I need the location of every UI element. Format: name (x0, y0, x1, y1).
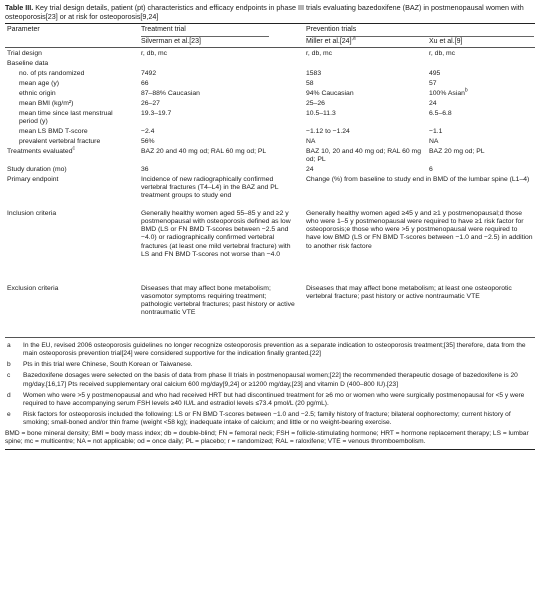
subheader-xu: Xu et al.[9] (429, 38, 463, 46)
table-label: Table III. (5, 3, 34, 12)
table-title (5, 4, 535, 21)
table-row (5, 176, 535, 210)
header-prevention-trials: Prevention trials (306, 26, 357, 34)
cell-xu: NA (429, 138, 439, 146)
row-label: ethnic origin (19, 90, 56, 98)
cell-miller: BAZ 10, 20 and 40 mg od; RAL 60 mg od; PL (306, 148, 421, 164)
row-label: no. of pts randomized (19, 70, 85, 78)
subheader-miller: Miller et $al.[24]^{,a}$ (306, 35, 356, 46)
table-caption: Key trial design details, patient (pt) characteristics and efficacy endpoints in phase III trials evaluating bazedoxifene (BAZ) in postmenopausal women with osteoporosis[23] or at risk for osteoporosis[9,24] (5, 3, 524, 21)
table-page (5, 4, 535, 450)
cell-xu: 6 (429, 166, 433, 174)
cell-miller: 10.5–11.3 (306, 110, 336, 118)
footnote (5, 372, 535, 388)
table-row (5, 100, 535, 110)
footnote-key: b (7, 361, 11, 369)
bottom-rule (5, 449, 535, 450)
cell-treatment: Generally healthy women aged 55–85 y and ≥2 y postmenopausal with osteoporosis defined as low BMD (LS or FN BMD T-scores between −2.5 and −4.0) or radiographically confirmed vertebral fractures (at least one mild vertebral fracture) with LS and FN BMD T-scores not worse than −4.0 (141, 210, 291, 258)
row-label: mean BMI (kg/m²) (19, 100, 74, 108)
cell-xu: 24 (429, 100, 437, 108)
table-row (5, 138, 535, 148)
row-label: mean time since last menstrual period (y) (19, 110, 113, 126)
header-bottom-rule (5, 47, 535, 48)
cell-prevention: Diseases that may affect bone metabolism; at least one osteoporotic vertebral fracture; past history or active nontraumatic VTE (306, 285, 512, 301)
row-label: Primary endpoint (7, 176, 59, 184)
header-parameter: Parameter (7, 26, 40, 34)
cell-treatment: Diseases that may affect bone metabolism; vasomotor symptoms requiring treatment; pathologic vertebral fractures; past history or active nontraumatic VTE (141, 285, 295, 317)
row-label: Inclusion criteria (7, 210, 57, 218)
cell-treatment: −2.4 (141, 128, 155, 136)
footnote-text: Bazedoxifene dosages were selected on the basis of data from phase II trials in postmenopausal women;[22] the recommended therapeutic dosage of bazedoxifene is 20 mg/day.[16,17] Pts received supplementary oral calcium 600 mg/day[9,24] or ≥1200 mg/day,[23] and vitamin D (400–800 IU).[23] (23, 372, 518, 388)
footnote-text: In the EU, revised 2006 osteoporosis guidelines no longer recognize osteoporosis prevention as a separate indication to osteoporosis treatment;[35] therefore, data from the main osteoporosis prevention trial[24] were considered supportive for the indication finally granted.[22] (23, 342, 526, 358)
table-row (5, 80, 535, 90)
row-label: Trial design (7, 50, 42, 58)
cell-treatment: 87–88% Caucasian (141, 90, 200, 98)
table-row (5, 70, 535, 80)
cell-miller: 24 (306, 166, 314, 174)
body-bottom-rule (5, 337, 535, 338)
cell-miller: 25–26 (306, 100, 325, 108)
row-label: mean age (y) (19, 80, 60, 88)
cell-treatment: 56% (141, 138, 155, 146)
cell-miller: r, db, mc (306, 50, 333, 58)
table-row (5, 285, 535, 337)
cell-miller: 58 (306, 80, 314, 88)
cell-xu: 495 (429, 70, 441, 78)
header-row (5, 24, 535, 36)
table-row (5, 128, 535, 138)
footnote (5, 342, 535, 358)
footnote-text: Pts in this trial were Chinese, South Korean or Taiwanese. (23, 361, 193, 369)
cell-treatment: 7492 (141, 70, 157, 78)
cell-xu: 6.5–6.8 (429, 110, 452, 118)
cell-prevention: Change (%) from baseline to study end in BMD of the lumbar spine (L1–4) (306, 176, 530, 184)
row-label: mean LS BMD T-score (19, 128, 88, 136)
cell-miller: 94% Caucasian (306, 90, 354, 98)
cell-treatment: 66 (141, 80, 149, 88)
table-row (5, 210, 535, 285)
cell-treatment: r, db, mc (141, 50, 168, 58)
table-row (5, 110, 535, 128)
footnote-text: Women who were >5 y postmenopausal and who had received HRT but had discontinued treatment for ≥6 mo or women who were surgically postmenopausal for <5 y were required to have accompanying serum FSH levels ≥40 IU/L and estradiol levels ≤73.4 pmol/L (20 pg/mL). (23, 391, 525, 407)
footnote-key: d (7, 391, 11, 399)
footnote-text: Risk factors for osteoporosis included the following: LS or FN BMD T-scores between −1.0 and −2.5; family history of fracture; bilateral oophorectomy; current history of smoking; small-boned and/or thin frame (weight <58 kg); inadequate intake of calcium; and little or no weight-bearing exercise. (23, 410, 511, 426)
footnote-key: a (7, 342, 11, 350)
footnote-key: e (7, 410, 11, 418)
cell-prevention: Generally healthy women aged ≥45 y and ≥1 y postmenopausal;d those who were 1–5 y postmenopausal were required to have ≥1 risk factor for osteoporosis;e those who were >5 y postmenopausal were required to have low BMD (LS or FN BMD T-scores between −1.0 and −2.5) in addition to another risk factore (306, 210, 533, 250)
cell-xu: r, db, mc (429, 50, 456, 58)
cell-miller: NA (306, 138, 316, 146)
footnote (5, 361, 535, 369)
footnote (5, 392, 535, 408)
row-label: Exclusion criteria (7, 285, 59, 293)
cell-treatment: 36 (141, 166, 149, 174)
table-row (5, 87, 535, 100)
cell-treatment: 26–27 (141, 100, 160, 108)
abbreviations: BMD = bone mineral density; BMI = body mass index; db = double-blind; FN = femoral neck; FSH = follicle-stimulating hormone; HRT = hormone replacement therapy; LS = lumbar spine; mc = multicentre; NA = not applicable; od = once daily; PL = placebo; r = randomized; RAL = raloxifene; VTE = venous thromboembolism. (5, 430, 529, 446)
cell-miller: 1583 (306, 70, 322, 78)
subheader-row (5, 37, 535, 47)
header-treatment-trial: Treatment trial (141, 26, 186, 34)
row-label: prevalent vertebral fracture (19, 138, 101, 146)
subheader-silverman: Silverman et al.[23] (141, 38, 201, 46)
table-row (5, 60, 535, 70)
row-label: Treatments evaluated$^c$ (7, 145, 75, 156)
footnote-key: c (7, 372, 11, 380)
cell-xu: −1.1 (429, 128, 443, 136)
footnote (5, 411, 535, 427)
cell-miller: −1.12 to −1.24 (306, 128, 350, 136)
cell-xu: 100% Asian$^b$ (429, 87, 468, 98)
cell-xu: 57 (429, 80, 437, 88)
cell-treatment: BAZ 20 and 40 mg od; RAL 60 mg od; PL (141, 148, 267, 156)
cell-treatment: 19.3–19.7 (141, 110, 172, 118)
row-label: Baseline data (7, 60, 49, 68)
cell-xu: BAZ 20 mg od; PL (429, 148, 485, 156)
table-row (5, 145, 535, 166)
cell-treatment: Incidence of new radiographically confirmed vertebral fractures (T4–L4) in the BAZ and PL treatment groups to study end (141, 176, 279, 200)
row-label: Study duration (mo) (7, 166, 67, 174)
table-row (5, 166, 535, 176)
table-row (5, 50, 535, 60)
